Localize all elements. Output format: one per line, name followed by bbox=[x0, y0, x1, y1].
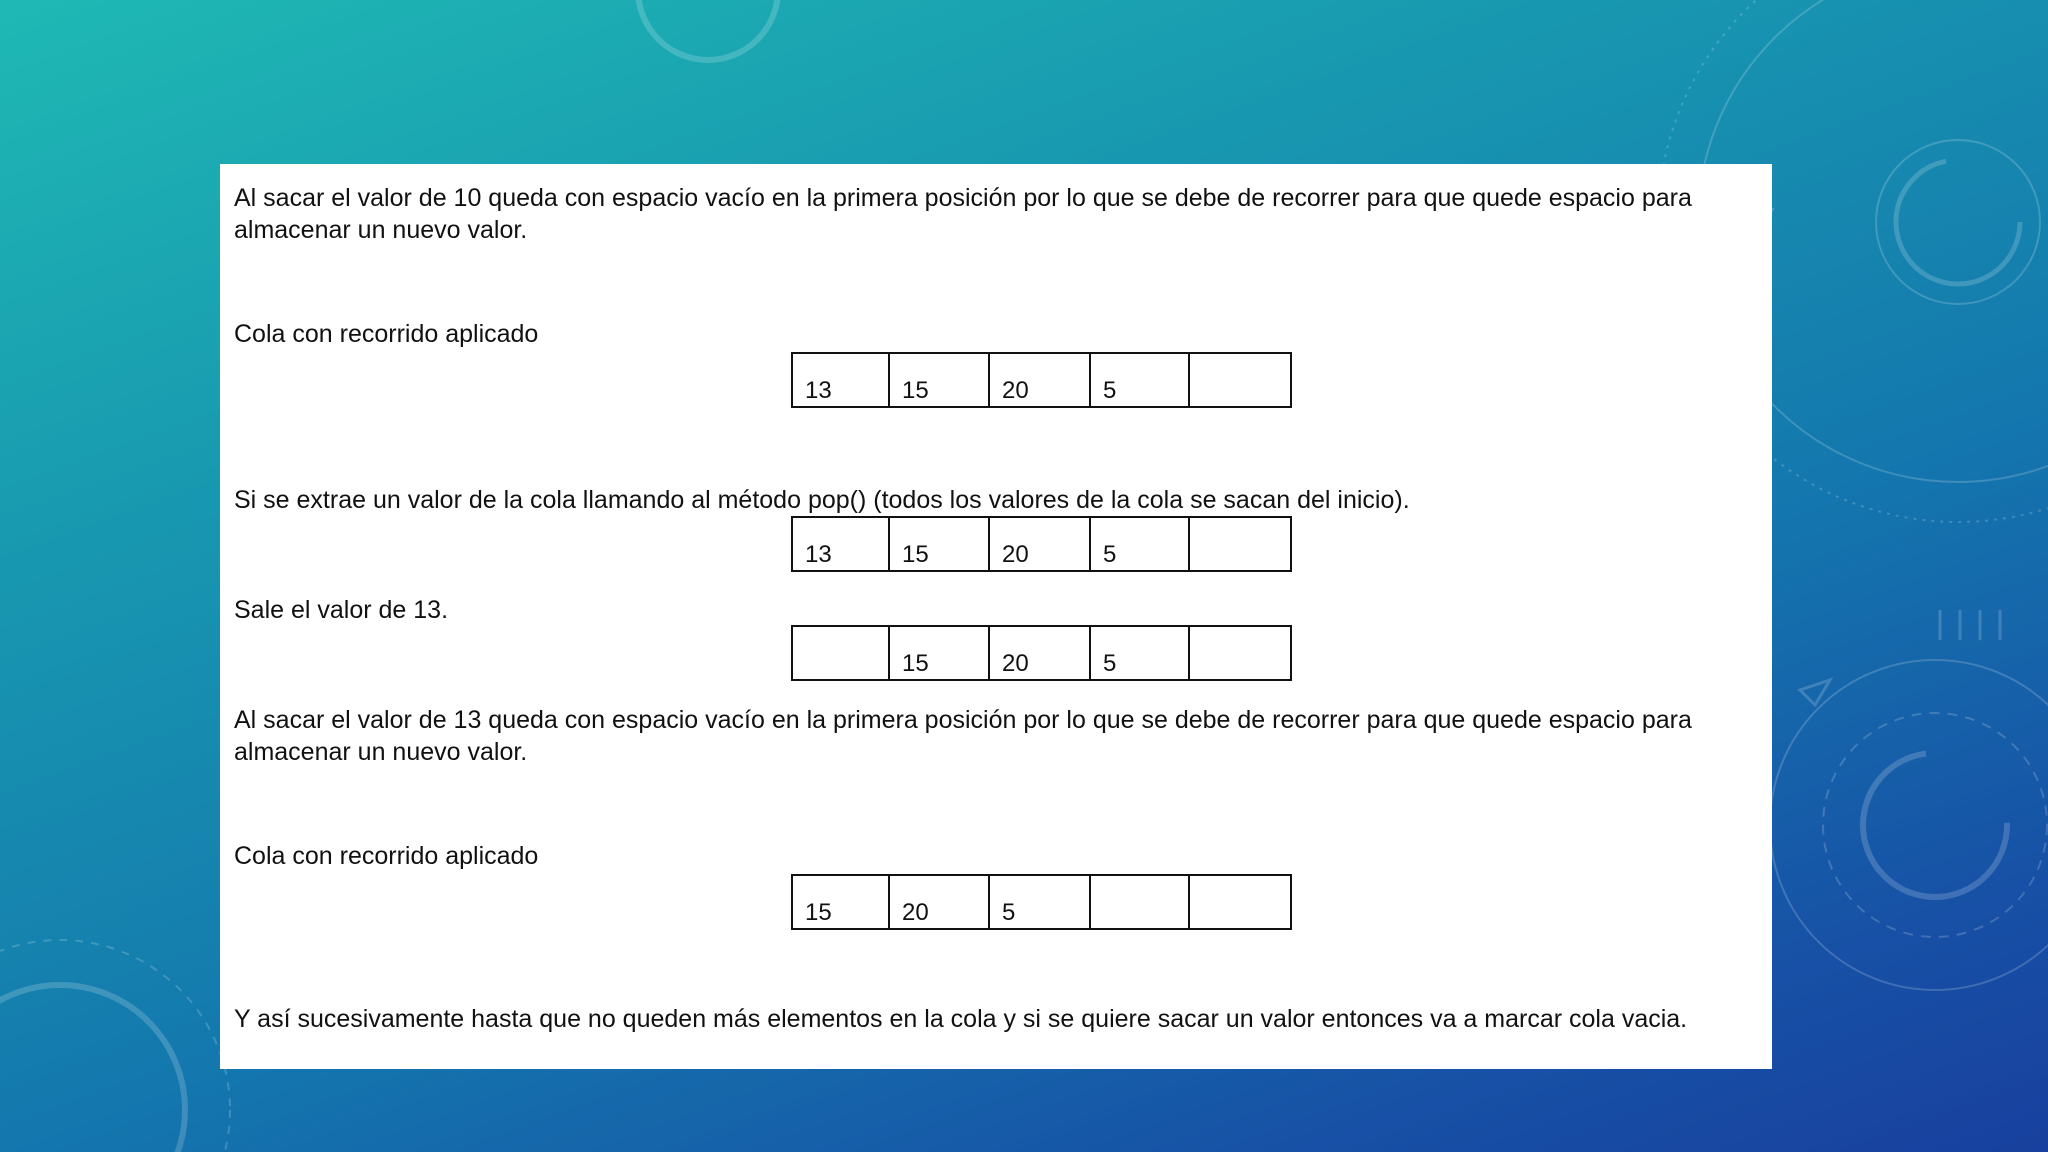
label-queue-shifted: Cola con recorrido aplicado bbox=[234, 320, 539, 348]
queue-cell bbox=[793, 627, 890, 679]
queue-after-pop bbox=[791, 625, 1292, 681]
label-value-out: Sale el valor de 13. bbox=[234, 596, 449, 624]
queue-shifted-2 bbox=[791, 874, 1292, 930]
queue-cell bbox=[1190, 354, 1290, 406]
queue-cell: 15 bbox=[890, 354, 990, 406]
paragraph-second-shift: Al sacar el valor de 13 queda con espacio vacío en la primera posición por lo que se debe de recorrer para que quede espacio para almacenar un nuevo valor. bbox=[234, 706, 1692, 766]
queue-cell: 5 bbox=[1091, 518, 1190, 570]
queue-cell: 15 bbox=[793, 876, 890, 928]
queue-cell: 20 bbox=[990, 627, 1091, 679]
queue-cell: 20 bbox=[990, 518, 1091, 570]
queue-cell: 13 bbox=[793, 518, 890, 570]
queue-cell: 13 bbox=[793, 354, 890, 406]
queue-cell bbox=[1190, 627, 1290, 679]
queue-cell: 5 bbox=[1091, 354, 1190, 406]
queue-cell bbox=[1091, 876, 1190, 928]
queue-cell bbox=[1190, 518, 1290, 570]
queue-shifted-1 bbox=[791, 352, 1292, 408]
queue-cell: 20 bbox=[890, 876, 990, 928]
paragraph-intro: Al sacar el valor de 10 queda con espacio vacío en la primera posición por lo que se debe de recorrer para que quede espacio para almacenar un nuevo valor. bbox=[234, 184, 1692, 244]
queue-cell: 20 bbox=[990, 354, 1091, 406]
queue-cell: 15 bbox=[890, 518, 990, 570]
label-queue-shifted-2: Cola con recorrido aplicado bbox=[234, 842, 539, 870]
queue-cell: 5 bbox=[1091, 627, 1190, 679]
queue-before-pop bbox=[791, 516, 1292, 572]
slide-content bbox=[220, 164, 1772, 1069]
paragraph-conclusion: Y así sucesivamente hasta que no queden más elementos en la cola y si se quiere sacar un valor entonces va a marcar cola vacia. bbox=[234, 1005, 1688, 1033]
queue-cell bbox=[1190, 876, 1290, 928]
queue-cell: 15 bbox=[890, 627, 990, 679]
paragraph-pop: Si se extrae un valor de la cola llamando al método pop() (todos los valores de la cola se sacan del inicio). bbox=[234, 486, 1410, 514]
queue-cell: 5 bbox=[990, 876, 1091, 928]
